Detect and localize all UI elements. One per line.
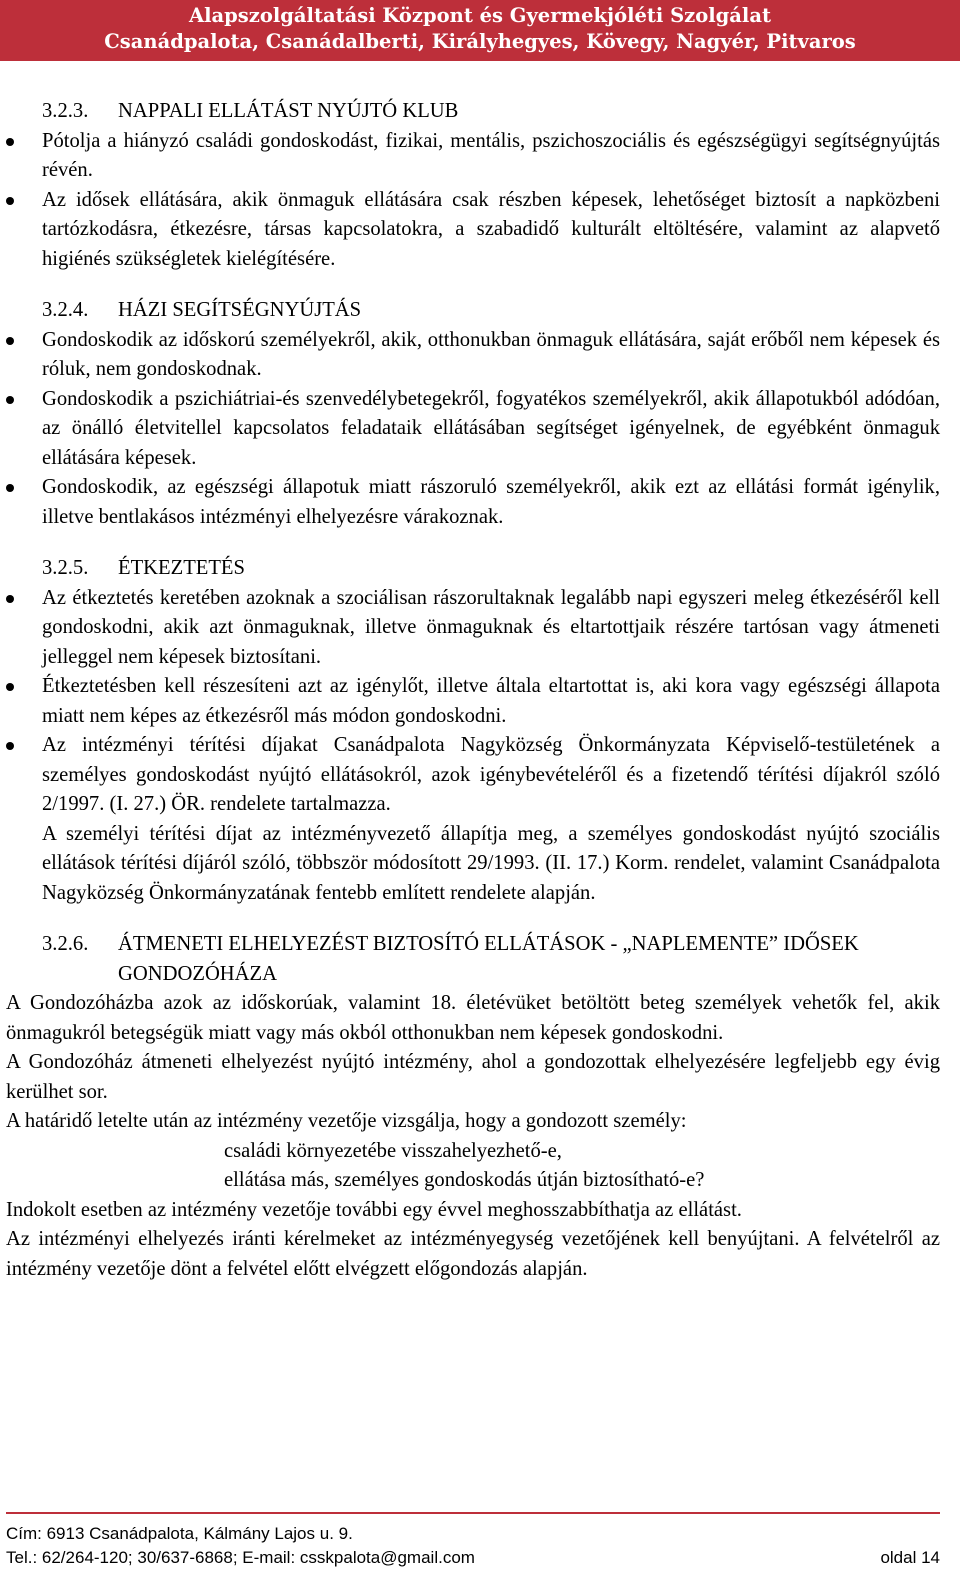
section-number: 3.2.4. — [42, 299, 89, 321]
list-item — [6, 584, 940, 673]
footer-contact: Tel.: 62/264-120; 30/637-6868; E-mail: csskpalota@gmail.com — [6, 1548, 475, 1567]
section-number: 3.2.6. — [42, 933, 89, 955]
bullet-icon — [6, 138, 14, 146]
bullet-icon — [6, 337, 14, 345]
bullet-icon — [6, 742, 14, 750]
page-header — [0, 0, 960, 61]
section-title: ÁTMENETI ELHELYEZÉST BIZTOSÍTÓ ELLÁTÁSOK - „NAPLEMENTE” IDŐSEK GONDOZÓHÁZA — [118, 933, 859, 985]
bullet-icon — [6, 595, 14, 603]
list-item — [6, 127, 940, 186]
bullet-icon — [6, 484, 14, 492]
document-body — [6, 97, 940, 1284]
section-number: 3.2.5. — [42, 557, 89, 579]
bullet-icon — [6, 683, 14, 691]
section-title: NAPPALI ELLÁTÁST NYÚJTÓ KLUB — [118, 100, 459, 122]
list-item-text: Az idősek ellátására, akik önmaguk ellátására csak részben képesek, lehetőséget biztosít a napközbeni tartózkodásra, étkezésre, társas kapcsolatokra, a szabadidő kulturált eltöltésére, valamint az alapvető higiénés szükségletek kielégítésére. — [42, 188, 940, 270]
bullet-icon — [6, 197, 14, 205]
list-item — [6, 186, 940, 275]
footer-address: Cím: 6913 Csanádpalota, Kálmány Lajos u. 9. — [6, 1524, 353, 1543]
list-item-text: Pótolja a hiányzó családi gondoskodást, fizikai, mentális, pszichoszociális és egészségügyi segítségnyújtás révén. — [42, 129, 940, 181]
paragraph: Indokolt esetben az intézmény vezetője további egy évvel meghosszabbíthatja az ellátást. — [6, 1198, 742, 1221]
page-footer — [6, 1512, 940, 1570]
list-item — [6, 326, 940, 385]
bullet-icon — [6, 396, 14, 404]
bullet-list-325 — [6, 584, 940, 820]
list-item — [6, 731, 940, 820]
section-number: 3.2.3. — [42, 100, 89, 122]
list-item-text: Gondoskodik a pszichiátriai-és szenvedélybetegekről, fogyatékos személyekről, akik állapotukból adódóan, az önálló életvitellel kapcsolatos feladataik ellátásában segítséget igényelnek, de egyébként önmaguk ellátására képesek. — [42, 387, 940, 469]
section-title: ÉTKEZTETÉS — [118, 557, 245, 579]
list-item-text: Gondoskodik, az egészségi állapotuk miatt rászoruló személyekről, akik ezt az ellátási formát igénylik, illetve bentlakásos intézményi elhelyezésre várakoznak. — [42, 476, 940, 528]
section-title: HÁZI SEGÍTSÉGNYÚJTÁS — [118, 299, 362, 321]
footer-divider — [6, 1512, 940, 1514]
condition-line: családi környezetébe visszahelyezhető-e, — [224, 1139, 562, 1162]
list-item — [6, 672, 940, 731]
list-item-text: Az étkeztetés keretében azoknak a szociálisan rászorultaknak legalább napi egyszeri meleg étkezéséről kell gondoskodni, akik azt önmaguknak, illetve önmaguknak és eltartottjaik részére tartósan vagy átmeneti jelleggel nem képesek biztosítani. — [42, 586, 940, 668]
section-heading-326 — [6, 930, 940, 989]
list-item-text: Gondoskodik az időskorú személyekről, akik, otthonukban önmaguk ellátására, saját erőből nem képesek és róluk, nem gondoskodnak. — [42, 328, 940, 380]
section-325-continuation: A személyi térítési díjat az intézményvezető állapítja meg, a személyes gondoskodást nyújtó szociális ellátások térítési díjáról szóló, többször módosított 29/1993. (II. 17.) Korm. rendelet, valamint Csanádpalota Nagyközség Önkormányzatának fentebb említett rendelete alapján. — [42, 822, 940, 904]
header-localities: Csanádpalota, Csanádalberti, Királyhegyes, Kövegy, Nagyér, Pitvaros — [104, 30, 856, 53]
list-item — [6, 473, 940, 532]
section-heading-324 — [6, 296, 940, 326]
paragraph: A határidő letelte után az intézmény vezetője vizsgálja, hogy a gondozott személy: — [6, 1110, 687, 1132]
bullet-list-324 — [6, 326, 940, 533]
paragraph: A Gondozóház átmeneti elhelyezést nyújtó intézmény, ahol a gondozottak elhelyezésére legfeljebb egy évig kerülhet sor. — [6, 1051, 940, 1103]
list-item — [6, 385, 940, 474]
section-heading-325 — [6, 554, 940, 584]
paragraph: Az intézményi elhelyezés iránti kérelmeket az intézményegység vezetőjének kell benyújtani. A felvételről az intézmény vezetője dönt a felvétel előtt elvégzett előgondozás alapján. — [6, 1228, 940, 1280]
header-organization: Alapszolgáltatási Központ és Gyermekjóléti Szolgálat — [189, 4, 771, 27]
page-number: oldal 14 — [880, 1548, 940, 1567]
list-item-text: Az intézményi térítési díjakat Csanádpalota Nagyközség Önkormányzata Képviselő-testületének a személyes gondoskodást nyújtó ellátásokról, azok igénybevételéről és a fizetendő térítési díjakról szóló 2/1997. (I. 27.) ÖR. rendelete tartalmazza. — [42, 734, 940, 815]
condition-line: ellátása más, személyes gondoskodás útján biztosítható-e? — [224, 1169, 705, 1191]
list-item-text: Étkeztetésben kell részesíteni azt az igénylőt, illetve általa eltartottat is, aki kora vagy egészségi állapota miatt nem képes az étkezésről más módon gondoskodni. — [42, 675, 940, 727]
section-heading-323 — [6, 97, 940, 127]
footer-contact-row — [6, 1546, 940, 1570]
bullet-list-323 — [6, 127, 940, 275]
paragraph: A Gondozóházba azok az időskorúak, valamint 18. életévüket betöltött beteg személyek vehetők fel, akik önmagukról betegségük miatt vagy más okból otthonukban nem képesek gondoskodni. — [6, 992, 940, 1044]
